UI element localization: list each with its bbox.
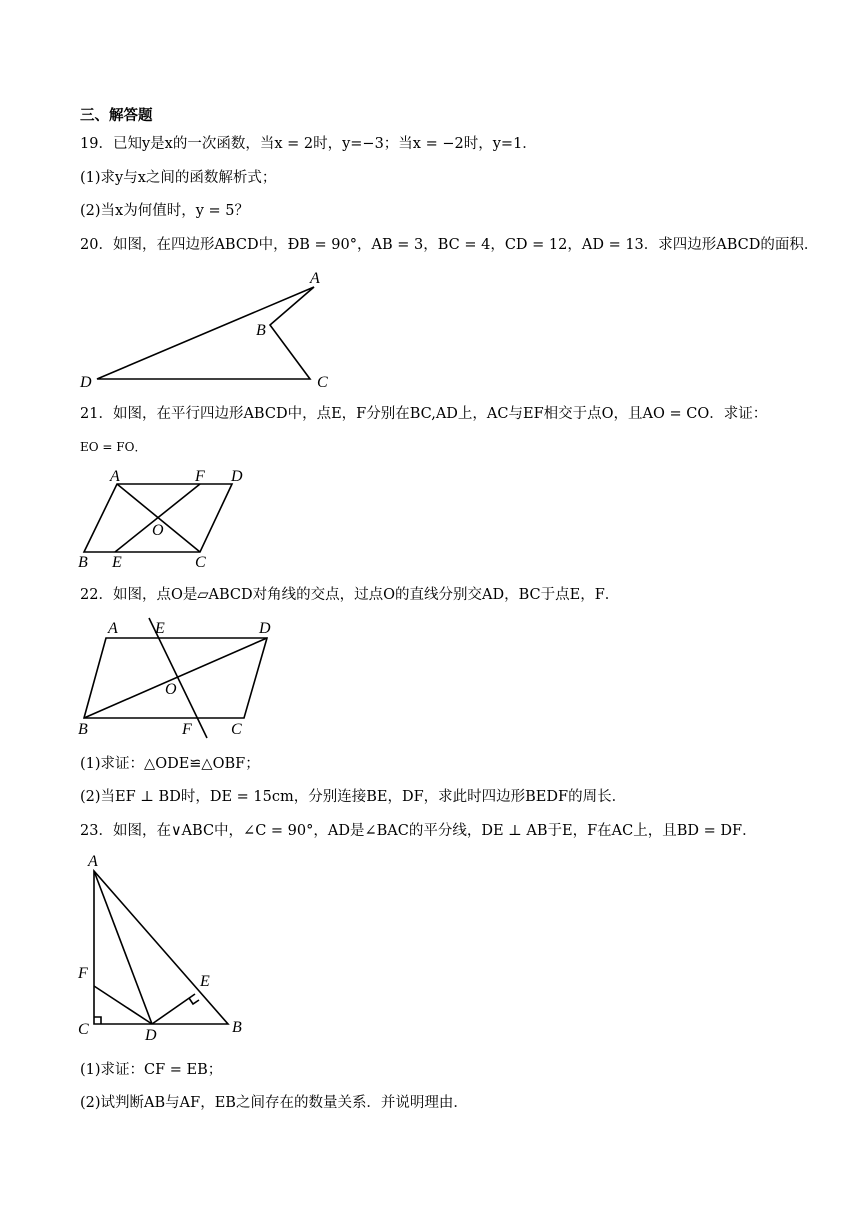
q23-part1: (1)求证：CF = EB； (80, 1062, 223, 1078)
q21-label-c: C (195, 554, 206, 571)
q23-label-e: E (200, 973, 210, 990)
q21-stem-cont: EO = FO． (80, 440, 147, 454)
section-title: 三、解答题 (80, 108, 153, 124)
q21-stem: 21．如图，在平行四边形ABCD中，点E，F分别在BC,AD上，AC与EF相交于点O，且AO = CO．求证： (80, 406, 768, 422)
q19-part2: (2)当x为何值时，y = 5？ (80, 203, 250, 219)
q22-label-o: O (165, 681, 177, 698)
q22-label-f: F (182, 721, 192, 738)
q21-label-e: E (112, 554, 122, 571)
q22-label-b: B (78, 721, 88, 738)
q22-part2: (2)当EF ⊥ BD时，DE = 15cm，分别连接BE，DF，求此时四边形BEDF的周长． (80, 789, 627, 805)
q20-stem: 20．如图，在四边形ABCD中，ÐB = 90°，AB = 3，BC = 4，CD = 12，AD = 13．求四边形ABCD的面积． (80, 237, 819, 253)
q22-label-d: D (259, 620, 271, 637)
q22-part1: (1)求证：△ODE≌△OBF； (80, 756, 260, 772)
q23-label-a: A (88, 853, 98, 870)
q21-label-f: F (195, 468, 205, 485)
q20-label-d: D (80, 374, 92, 391)
q22-label-e: E (155, 620, 165, 637)
q21-label-a: A (110, 468, 120, 485)
q22-label-c: C (231, 721, 242, 738)
q23-part2: (2)试判断AB与AF，EB之间存在的数量关系．并说明理由． (80, 1095, 468, 1111)
q23-label-c: C (78, 1021, 89, 1038)
q21-label-o: O (152, 522, 164, 539)
q20-label-b: B (256, 322, 266, 339)
q21-label-d: D (231, 468, 243, 485)
q20-label-c: C (317, 374, 328, 391)
q19-stem: 19．已知y是x的一次函数，当x = 2时，y=−3；当x = −2时，y=1． (80, 136, 537, 152)
q23-label-b: B (232, 1019, 242, 1036)
q22-label-a: A (108, 620, 118, 637)
q23-label-d: D (145, 1027, 157, 1044)
q21-label-b: B (78, 554, 88, 571)
q23-stem: 23．如图，在∨ABC中，∠C = 90°，AD是∠BAC的平分线，DE ⊥ AB于E，F在AC上，且BD = DF． (80, 823, 757, 839)
q22-stem: 22．如图，点O是▱ABCD对角线的交点，过点O的直线分别交AD，BC于点E，F． (80, 587, 620, 603)
q20-label-a: A (310, 270, 320, 287)
q19-part1: (1)求y与x之间的函数解析式； (80, 170, 277, 186)
q23-label-f: F (78, 965, 88, 982)
